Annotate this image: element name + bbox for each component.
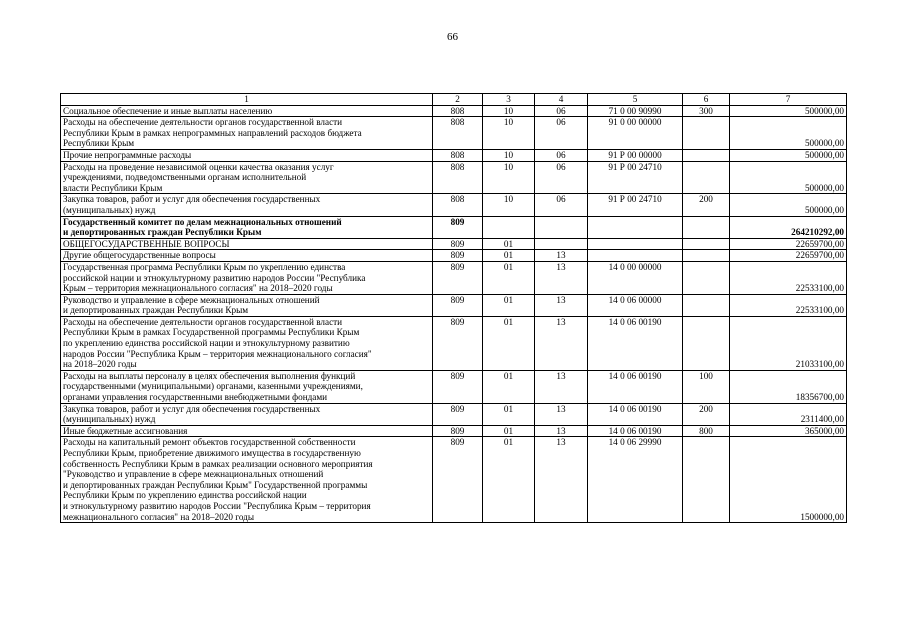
subsection-code-cell: 06 — [535, 117, 588, 150]
expense-name-cell: Государственная программа Республики Крым по укреплению единства российской нации и этнокультурному развитию народов России "Республика Крым – территория межнационального согласия" на 2018–2020 годы — [61, 261, 433, 294]
section-code-cell: 01 — [483, 403, 535, 425]
section-code-cell: 10 — [483, 161, 535, 194]
ministry-code-cell: 808 — [433, 149, 483, 161]
target-article-cell: 91 Р 00 24710 — [588, 161, 683, 194]
header-cell: 3 — [483, 94, 535, 106]
ministry-code-cell: 809 — [433, 425, 483, 437]
header-cell: 5 — [588, 94, 683, 106]
ministry-code-cell: 808 — [433, 117, 483, 150]
subsection-code-cell: 06 — [535, 161, 588, 194]
amount-cell: 21033100,00 — [730, 316, 847, 370]
ministry-code-cell: 809 — [433, 261, 483, 294]
expense-type-cell — [683, 149, 730, 161]
section-code-cell: 01 — [483, 238, 535, 250]
subsection-code-cell: 13 — [535, 425, 588, 437]
table-row — [61, 149, 847, 161]
ministry-code-cell: 809 — [433, 216, 483, 238]
amount-cell: 500000,00 — [730, 117, 847, 150]
table-row — [61, 425, 847, 437]
header-cell: 6 — [683, 94, 730, 106]
expense-type-cell — [683, 161, 730, 194]
ministry-code-cell: 809 — [433, 370, 483, 403]
table-row — [61, 250, 847, 262]
expense-name-cell: Руководство и управление в сфере межнациональных отношений и депортированных граждан Республики Крым — [61, 294, 433, 316]
expense-name-cell: Другие общегосударственные вопросы — [61, 250, 433, 262]
target-article-cell — [588, 238, 683, 250]
section-code-cell: 01 — [483, 261, 535, 294]
target-article-cell — [588, 250, 683, 262]
ministry-code-cell: 809 — [433, 316, 483, 370]
subsection-code-cell: 13 — [535, 261, 588, 294]
expense-name-cell: Иные бюджетные ассигнования — [61, 425, 433, 437]
amount-cell: 264210292,00 — [730, 216, 847, 238]
section-code-cell: 10 — [483, 117, 535, 150]
subsection-code-cell: 06 — [535, 149, 588, 161]
expense-type-cell — [683, 216, 730, 238]
expense-name-cell: Расходы на капитальный ремонт объектов государственной собственности Республики Крым, приобретение движимого имущества в государственную собственность Республики Крым в рамках реализации основного мероприятия "Руководство и управление в сфере межнациональных отношений и депортированных граждан Республики Крым" Государственной программы Республики Крым по укреплению единства российской нации и этнокультурному развитию народов России "Республика Крым – территория межнационального согласия" на 2018–2020 годы — [61, 437, 433, 523]
table-row — [61, 261, 847, 294]
expense-name-cell: Прочие непрограммные расходы — [61, 149, 433, 161]
expense-name-cell: Закупка товаров, работ и услуг для обеспечения государственных (муниципальных) нужд — [61, 403, 433, 425]
target-article-cell — [588, 216, 683, 238]
budget-table — [60, 93, 847, 523]
section-code-cell: 01 — [483, 294, 535, 316]
expense-name-cell: Расходы на обеспечение деятельности органов государственной власти Республики Крым в рамках непрограммных направлений расходов бюджета Республики Крым — [61, 117, 433, 150]
ministry-code-cell: 809 — [433, 250, 483, 262]
expense-type-cell — [683, 238, 730, 250]
expense-name-cell: ОБЩЕГОСУДАРСТВЕННЫЕ ВОПРОСЫ — [61, 238, 433, 250]
table-row — [61, 403, 847, 425]
ministry-code-cell: 808 — [433, 194, 483, 216]
ministry-code-cell: 809 — [433, 437, 483, 523]
target-article-cell: 91 Р 00 00000 — [588, 149, 683, 161]
subsection-code-cell: 13 — [535, 370, 588, 403]
table-row — [61, 316, 847, 370]
expense-name-cell: Расходы на обеспечение деятельности органов государственной власти Республики Крым в рамках Государственной программы Республики Крым по укреплению единства российской нации и этнокультурному развитию народов России "Республика Крым – территория межнационального согласия" на 2018–2020 годы — [61, 316, 433, 370]
amount-cell: 500000,00 — [730, 149, 847, 161]
amount-cell: 500000,00 — [730, 194, 847, 216]
target-article-cell: 14 0 06 00190 — [588, 425, 683, 437]
section-code-cell: 01 — [483, 425, 535, 437]
subsection-code-cell: 13 — [535, 250, 588, 262]
amount-cell: 1500000,00 — [730, 437, 847, 523]
expense-type-cell: 300 — [683, 105, 730, 117]
subsection-code-cell: 13 — [535, 294, 588, 316]
table-header-row — [61, 94, 847, 106]
ministry-code-cell: 809 — [433, 294, 483, 316]
header-cell: 4 — [535, 94, 588, 106]
target-article-cell: 14 0 06 29990 — [588, 437, 683, 523]
table-row — [61, 117, 847, 150]
table-row — [61, 161, 847, 194]
amount-cell: 22533100,00 — [730, 294, 847, 316]
target-article-cell: 14 0 06 00190 — [588, 370, 683, 403]
expense-type-cell — [683, 294, 730, 316]
expense-type-cell — [683, 117, 730, 150]
table-row — [61, 370, 847, 403]
subsection-code-cell: 06 — [535, 105, 588, 117]
table-row — [61, 238, 847, 250]
ministry-code-cell: 808 — [433, 105, 483, 117]
subsection-code-cell: 06 — [535, 194, 588, 216]
amount-cell: 365000,00 — [730, 425, 847, 437]
subsection-code-cell: 13 — [535, 403, 588, 425]
amount-cell: 22533100,00 — [730, 261, 847, 294]
section-code-cell: 01 — [483, 316, 535, 370]
target-article-cell: 91 Р 00 24710 — [588, 194, 683, 216]
amount-cell: 18356700,00 — [730, 370, 847, 403]
ministry-code-cell: 808 — [433, 161, 483, 194]
subsection-code-cell — [535, 216, 588, 238]
expense-type-cell: 200 — [683, 403, 730, 425]
section-code-cell: 01 — [483, 437, 535, 523]
target-article-cell: 71 0 00 90990 — [588, 105, 683, 117]
table-row — [61, 437, 847, 523]
subsection-code-cell: 13 — [535, 437, 588, 523]
expense-type-cell: 800 — [683, 425, 730, 437]
expense-name-cell: Расходы на проведение независимой оценки качества оказания услуг учреждениями, подведомственными органам исполнительной власти Республики Крым — [61, 161, 433, 194]
section-code-cell: 10 — [483, 149, 535, 161]
ministry-code-cell: 809 — [433, 238, 483, 250]
target-article-cell: 14 0 06 00190 — [588, 403, 683, 425]
amount-cell: 2311400,00 — [730, 403, 847, 425]
amount-cell: 22659700,00 — [730, 250, 847, 262]
table-row — [61, 294, 847, 316]
header-cell: 1 — [61, 94, 433, 106]
subsection-code-cell: 13 — [535, 316, 588, 370]
section-code-cell: 10 — [483, 194, 535, 216]
table-row — [61, 105, 847, 117]
expense-name-cell: Социальное обеспечение и иные выплаты населению — [61, 105, 433, 117]
target-article-cell: 14 0 06 00190 — [588, 316, 683, 370]
subsection-code-cell — [535, 238, 588, 250]
amount-cell: 500000,00 — [730, 161, 847, 194]
expense-name-cell: Расходы на выплаты персоналу в целях обеспечения выполнения функций государственными (муниципальными) органами, казенными учреждениями, органами управления государственными внебюджетными фондами — [61, 370, 433, 403]
page-number: 66 — [447, 31, 458, 43]
expense-type-cell: 100 — [683, 370, 730, 403]
expense-type-cell — [683, 250, 730, 262]
expense-type-cell — [683, 261, 730, 294]
section-code-cell — [483, 216, 535, 238]
section-code-cell: 10 — [483, 105, 535, 117]
amount-cell: 500000,00 — [730, 105, 847, 117]
section-code-cell: 01 — [483, 370, 535, 403]
header-cell: 7 — [730, 94, 847, 106]
target-article-cell: 14 0 00 00000 — [588, 261, 683, 294]
table-row — [61, 194, 847, 216]
expense-type-cell — [683, 437, 730, 523]
section-code-cell: 01 — [483, 250, 535, 262]
table-row — [61, 216, 847, 238]
amount-cell: 22659700,00 — [730, 238, 847, 250]
expense-type-cell: 200 — [683, 194, 730, 216]
ministry-code-cell: 809 — [433, 403, 483, 425]
target-article-cell: 14 0 06 00000 — [588, 294, 683, 316]
expense-name-cell: Закупка товаров, работ и услуг для обеспечения государственных (муниципальных) нужд — [61, 194, 433, 216]
header-cell: 2 — [433, 94, 483, 106]
target-article-cell: 91 0 00 00000 — [588, 117, 683, 150]
expense-name-cell: Государственный комитет по делам межнациональных отношений и депортированных граждан Республики Крым — [61, 216, 433, 238]
expense-type-cell — [683, 316, 730, 370]
